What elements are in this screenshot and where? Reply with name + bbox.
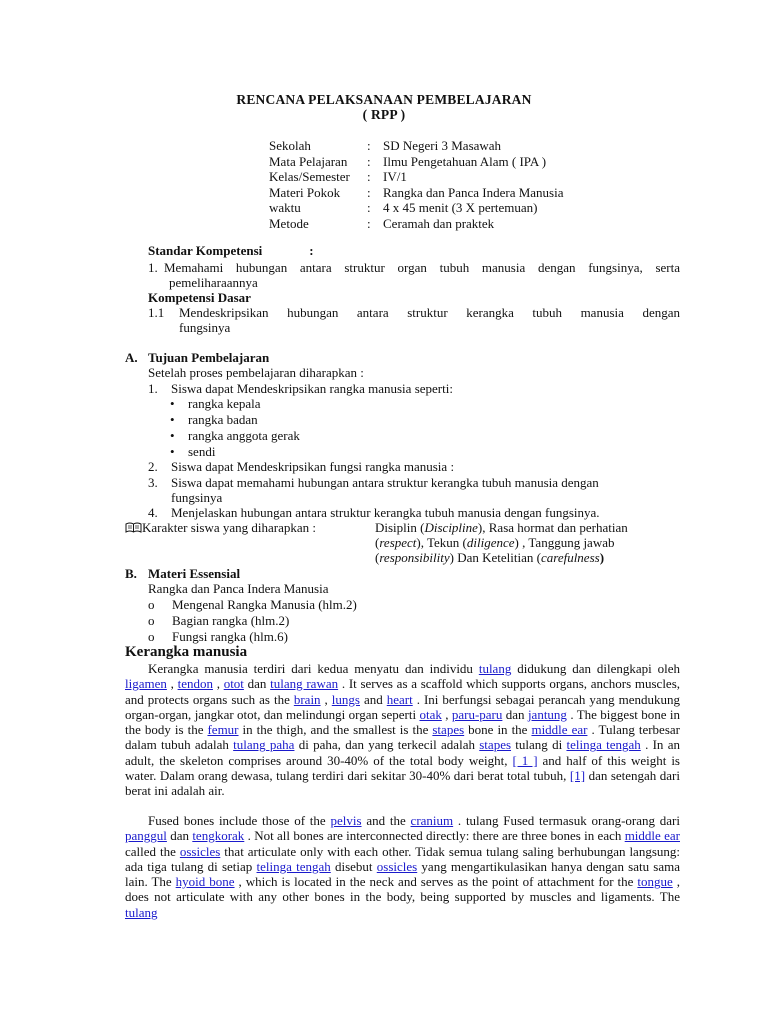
inline-link[interactable]: lungs [331, 691, 360, 707]
list-bullet: o [148, 613, 155, 628]
text-run: ) Dan Ketelitian ( [449, 550, 541, 565]
tujuan-item-4-text: Menjelaskan hubungan antara struktur kerangka tubuh manusia dengan fungsinya. [171, 505, 600, 520]
text-run: disebut [330, 858, 377, 874]
text-run: . It serves as a scaffold which supports organs, anchors muscles, and protects organs such as the [125, 676, 681, 707]
text-run: yang mengartikulasikan hanya dengan satu sama lain. The [125, 858, 681, 890]
inline-link[interactable]: pelvis [330, 813, 362, 828]
list-bullet: o [148, 629, 155, 644]
identity-value: SD Negeri 3 Masawah [383, 138, 502, 153]
text-run-italic: carefulness [540, 550, 600, 565]
sk-item-number: 1. [148, 260, 158, 275]
inline-link[interactable]: jantung [527, 706, 567, 722]
text-run: tulang di [511, 737, 567, 753]
text-run: , does not articulate with any other bones in the body, being supported by muscles and ligaments. The [125, 874, 680, 905]
text-run: that articulate only with each other. Tidak semua tulang saling berhubungan langsung: ada tiga tulang di setiap [125, 843, 680, 874]
sk-heading-row [148, 243, 679, 259]
text-run: ( [375, 550, 380, 565]
identity-value: Ceramah dan praktek [383, 215, 495, 231]
sk-item-line-1: Memahami hubungan antara struktur organ tubuh manusia dengan fungsinya, serta [164, 260, 680, 275]
identity-colon: : [367, 184, 371, 200]
inline-link[interactable]: tulang [125, 904, 158, 920]
identity-row [269, 200, 564, 216]
inline-link[interactable]: middle ear [624, 828, 680, 844]
text-run: dan [502, 706, 528, 722]
karakter-value-line-1 [375, 520, 628, 536]
document-title [0, 92, 768, 122]
tujuan-item-2-text: Siswa dapat Mendeskripsikan fungsi rangka manusia : [171, 459, 455, 474]
inline-link[interactable]: ossicles [376, 858, 418, 874]
text-run: . Tulang terbesar dalam tubuh adalah [125, 722, 680, 753]
book-icon [125, 521, 142, 532]
text-run: . tulang Fused termasuk orang-orang dari [453, 813, 681, 828]
text-run: . The biggest bone in the body is the [125, 706, 681, 738]
inline-link[interactable]: stapes [432, 722, 465, 738]
text-run-italic: respect [379, 535, 417, 550]
sk-heading: Standar Kompetensi [148, 243, 263, 258]
text-run: didukung dan dilengkapi oleh [511, 661, 681, 676]
tujuan-item-3-number: 3. [148, 475, 158, 490]
inline-link[interactable]: tengkorak [192, 828, 245, 844]
inline-link[interactable]: ligamen [125, 676, 167, 692]
sk-item-line-2: pemeliharaannya [169, 275, 258, 290]
identity-row [269, 154, 564, 170]
identity-key: Metode [269, 215, 309, 231]
identity-row [269, 216, 564, 232]
inline-link[interactable]: femur [207, 722, 239, 738]
text-run: and half of this weight is water. Dalam orang dewasa, tulang terdiri dari sekitar 30-40% dari berat total tubuh, [125, 752, 680, 784]
identity-colon: : [367, 169, 371, 184]
tujuan-item-3-cont: fungsinya [171, 490, 223, 505]
text-run: and the [361, 813, 411, 828]
text-run-italic: Discipline [424, 520, 478, 535]
identity-value: 4 x 45 menit (3 X pertemuan) [383, 200, 538, 215]
karakter-value-line-3 [375, 550, 604, 566]
identity-colon: : [367, 200, 371, 215]
list-item-text: Bagian rangka (hlm.2) [172, 613, 290, 628]
list-item [148, 597, 357, 613]
tujuan-intro: Setelah proses pembelajaran diharapkan : [148, 365, 364, 380]
sk-colon: : [309, 243, 314, 258]
title-line-1: RENCANA PELAKSANAAN PEMBELAJARAN [236, 92, 532, 107]
inline-link[interactable]: heart [386, 691, 413, 707]
tujuan-heading: Tujuan Pembelajaran [148, 350, 270, 365]
list-item-text: Fungsi rangka (hlm.6) [172, 629, 288, 644]
inline-link[interactable]: otak [419, 706, 442, 722]
identity-key: waktu [269, 200, 301, 215]
kd-heading: Kompetensi Dasar [148, 290, 251, 305]
inline-link[interactable]: otot [223, 676, 244, 692]
text-run: ( [375, 535, 380, 550]
tujuan-item-1-text: Siswa dapat Mendeskripsikan rangka manusia seperti: [171, 381, 453, 396]
tujuan-item-1-number: 1. [148, 381, 158, 396]
identity-colon: : [367, 215, 371, 231]
kd-item-line-2: fungsinya [179, 320, 231, 335]
text-run: Fused bones include those of the [148, 813, 331, 828]
identity-key: Kelas/Semester [269, 169, 350, 184]
text-run: ), Rasa hormat dan perhatian [477, 520, 628, 535]
text-run: . Not all bones are interconnected directly: there are three bones in each [244, 828, 625, 844]
identity-key: Sekolah [269, 138, 311, 153]
tujuan-item-3-text: Siswa dapat memahami hubungan antara struktur kerangka tubuh manusia dengan [171, 475, 599, 490]
title-line-2: ( RPP ) [362, 107, 406, 122]
inline-link[interactable]: telinga tengah [566, 737, 641, 753]
text-run: di paha, dan yang terkecil adalah [294, 737, 480, 753]
inline-link[interactable]: tongue [637, 874, 673, 890]
inline-link[interactable]: ossicles [179, 843, 221, 859]
inline-link[interactable]: paru-paru [451, 706, 503, 722]
text-run: dan setengah dari berat ini adalah air. [125, 768, 680, 799]
text-run: dan [243, 676, 271, 692]
inline-link[interactable]: tulang paha [233, 737, 295, 753]
inline-link[interactable]: [1] [569, 768, 586, 784]
inline-link[interactable]: cranium [410, 813, 454, 828]
list-item: • sendi [170, 444, 300, 460]
inline-link[interactable]: hyoid bone [175, 874, 235, 890]
list-bullet: o [148, 597, 155, 612]
materi-heading: Materi Essensial [148, 566, 241, 581]
text-run: , [320, 691, 332, 707]
text-run: , which is located in the neck and serves as the point of attachment for the [234, 874, 638, 890]
identity-row [269, 138, 564, 154]
materi-letter: B. [125, 566, 137, 581]
tujuan-bullet-list [170, 396, 300, 460]
karakter-label: Karakter siswa yang diharapkan : [142, 520, 316, 535]
text-run: . In an adult, the skeleton comprises around 30-40% of the total body weight, [125, 737, 680, 768]
text-run: . Ini berfungsi sebagai perancah yang mendukung organ-organ, jangkar otot, dan melindungi organ seperti [125, 691, 680, 722]
text-run: , [166, 676, 178, 692]
inline-link[interactable]: stapes [479, 737, 512, 753]
list-item: • rangka kepala [170, 396, 300, 412]
list-item [148, 613, 357, 629]
text-run: Disiplin ( [375, 520, 425, 535]
text-run-bold: ) [599, 550, 605, 565]
text-run: , [212, 676, 224, 692]
identity-value: Ilmu Pengetahuan Alam ( IPA ) [383, 153, 547, 169]
materi-list [148, 597, 357, 645]
identity-value: Rangka dan Panca Indera Manusia [383, 184, 564, 200]
identity-row [269, 185, 564, 201]
identity-colon: : [367, 138, 371, 153]
identity-row [269, 169, 564, 185]
inline-link[interactable]: middle ear [531, 722, 588, 738]
karakter-label-row [125, 520, 316, 536]
identity-colon: : [367, 153, 371, 169]
text-run: , [441, 706, 452, 722]
karakter-value-line-2 [375, 535, 614, 551]
tujuan-item-4-number: 4. [148, 505, 158, 520]
inline-link[interactable]: tulang rawan [270, 676, 339, 692]
text-run: ) , Tanggung jawab [514, 535, 615, 550]
inline-link[interactable]: tulang [478, 661, 512, 676]
inline-link[interactable]: panggul [125, 828, 167, 844]
text-run-italic: responsibility [379, 550, 450, 565]
inline-link[interactable]: tendon [177, 676, 213, 692]
article-paragraph-2 [125, 813, 680, 920]
text-run: dan [166, 828, 193, 844]
identity-key: Mata Pelajaran [269, 153, 348, 169]
tujuan-letter: A. [125, 350, 138, 365]
kd-item-line-1: Mendeskripsikan hubungan antara struktur kerangka tubuh manusia dengan [179, 305, 680, 320]
list-item [148, 629, 357, 645]
text-run: bone in the [464, 722, 532, 738]
list-item: • rangka badan [170, 412, 300, 428]
inline-link[interactable]: telinga tengah [256, 858, 331, 874]
text-run: ), Tekun ( [416, 535, 467, 550]
text-run: called the [125, 843, 180, 859]
identity-value: IV/1 [383, 169, 407, 184]
inline-link[interactable]: brain [293, 691, 321, 707]
materi-intro: Rangka dan Panca Indera Manusia [148, 581, 329, 596]
article-paragraph-1 [125, 661, 680, 799]
tujuan-item-2-number: 2. [148, 459, 158, 474]
text-run: Kerangka manusia terdiri dari kedua menyatu dan individu [148, 661, 479, 676]
article-heading: Kerangka manusia [125, 644, 248, 660]
inline-link[interactable]: [ 1 ] [512, 752, 538, 768]
list-item: • rangka anggota gerak [170, 428, 300, 444]
identity-table [269, 138, 564, 231]
kd-item-number: 1.1 [148, 305, 165, 320]
text-run: in the thigh, and the smallest is the [238, 722, 433, 738]
text-run-italic: diligence [466, 535, 515, 550]
text-run: and [359, 691, 387, 707]
identity-key: Materi Pokok [269, 184, 341, 200]
list-item-text: Mengenal Rangka Manusia (hlm.2) [172, 597, 357, 612]
